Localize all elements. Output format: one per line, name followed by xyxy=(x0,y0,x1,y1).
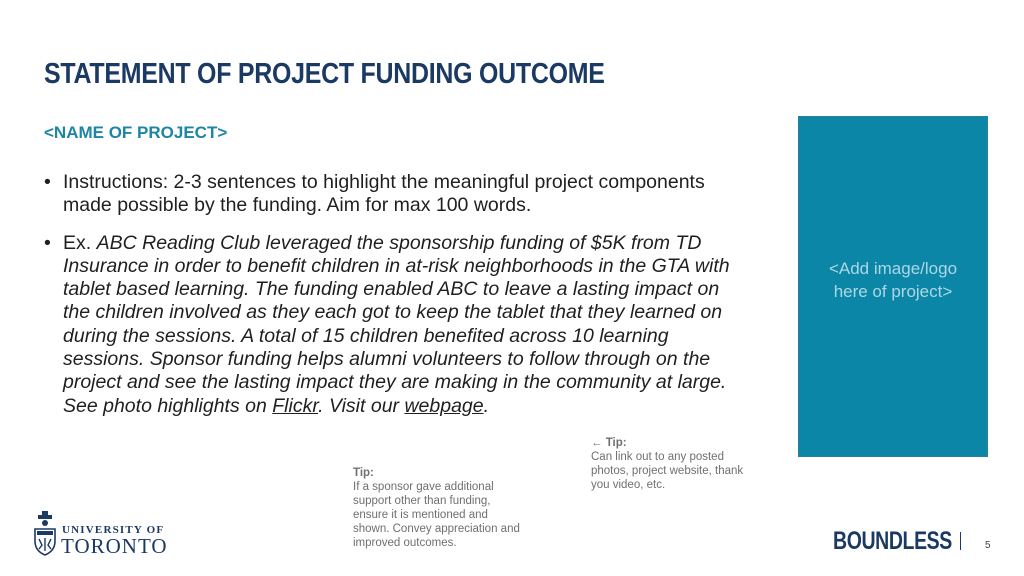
links-suffix: . xyxy=(483,394,490,417)
footer-divider xyxy=(960,532,961,550)
tip-sponsor xyxy=(353,466,523,550)
image-placeholder-line1: <Add image/logo xyxy=(828,258,958,278)
bullet-list xyxy=(44,171,744,432)
image-placeholder-line2: here of project> xyxy=(833,281,953,301)
page-number: 5 xyxy=(985,540,991,551)
project-image-placeholder[interactable] xyxy=(798,116,988,457)
bullet-example xyxy=(44,232,743,418)
university-of-label: UNIVERSITY OF xyxy=(62,524,165,536)
toronto-label: TORONTO xyxy=(61,534,168,558)
example-text: ABC Reading Club leveraged the sponsorship funding of $5K from TD Insurance in order to benefit children in at-risk neighborhoods in the GTA with tablet based learning. The funding enabled ABC to leave a lasting impact on the children involved as they each got to keep the tablet that they learned on during the sessions. A total of 15 children benefited across 10 learning sessions. Sponsor funding helps alumni volunteers to follow through on the project and see the lasting impact they are making in the community at large. xyxy=(63,231,730,394)
tip-links-label: ← Tip: xyxy=(591,437,627,449)
slide-title: STATEMENT OF PROJECT FUNDING OUTCOME xyxy=(44,58,605,90)
tip-sponsor-text: If a sponsor gave additional support other than funding, ensure it is mentioned and shown. Convey appreciation and improved outcomes. xyxy=(353,481,520,549)
links-middle: . Visit our xyxy=(318,394,405,417)
university-crest-icon xyxy=(33,511,57,557)
bullet-marker: • xyxy=(44,231,51,254)
tip-links-text: Can link out to any posted photos, project website, thank you video, etc. xyxy=(591,451,744,491)
tip-links xyxy=(591,436,751,492)
instructions-text: Instructions: 2-3 sentences to highlight the meaningful project components made possible by the funding. Aim for max 100 words. xyxy=(63,171,705,217)
links-prefix: See photo highlights on xyxy=(63,394,273,417)
boundless-logo: BOUNDLESS xyxy=(833,527,952,555)
bullet-marker: • xyxy=(44,171,51,193)
project-name-placeholder: <NAME OF PROJECT> xyxy=(44,123,228,142)
image-placeholder-text xyxy=(829,257,957,303)
example-prefix: Ex. xyxy=(63,231,97,254)
webpage-link[interactable]: webpage xyxy=(404,394,484,417)
bullet-instructions xyxy=(44,171,713,218)
flickr-link[interactable]: Flickr xyxy=(272,394,319,417)
tip-sponsor-label: Tip: xyxy=(353,467,374,479)
